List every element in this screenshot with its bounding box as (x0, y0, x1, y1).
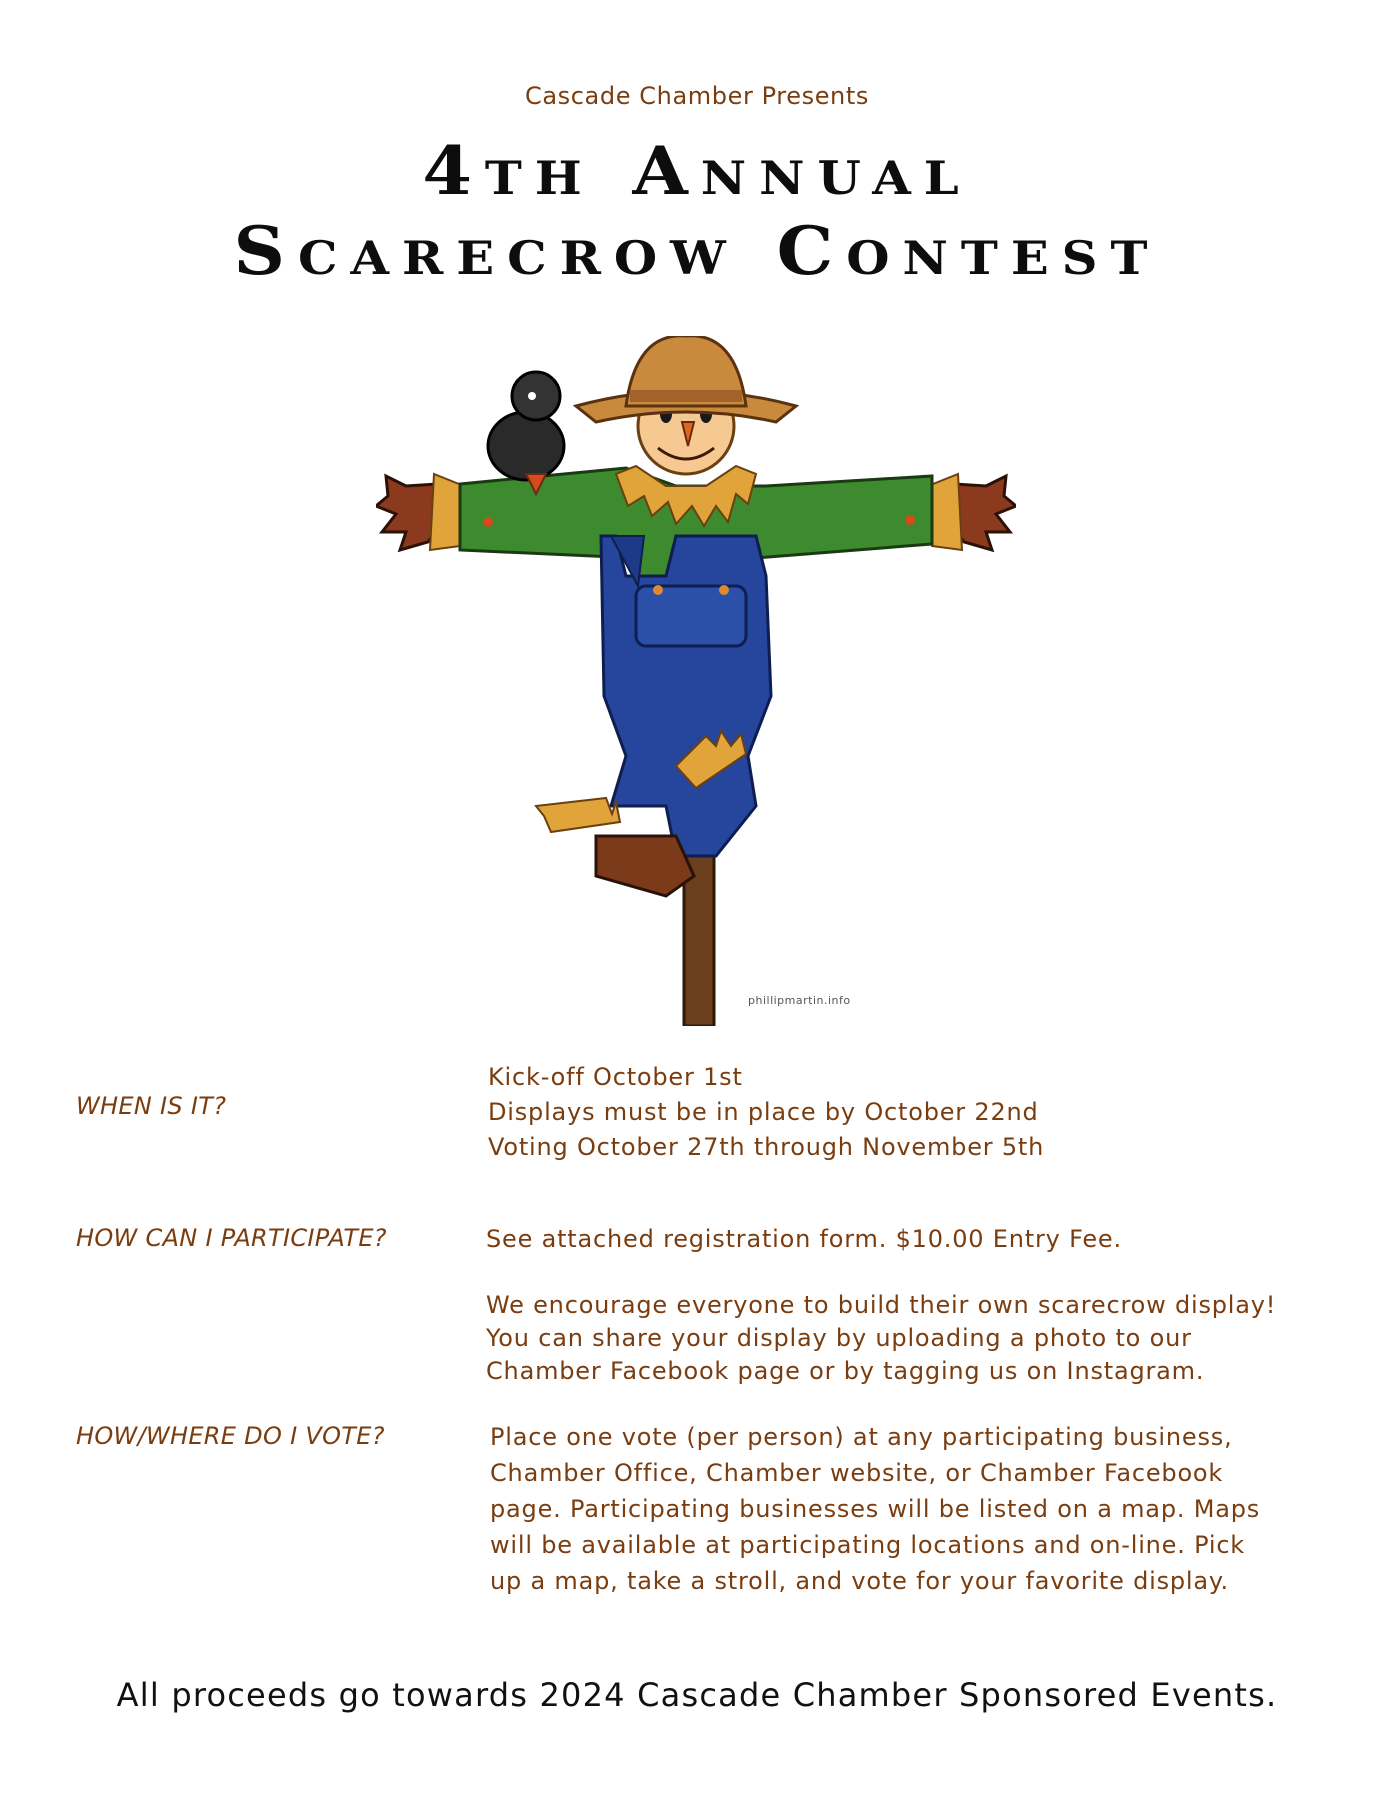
when-line-2: Displays must be in place by October 22nd (488, 1098, 1039, 1126)
title-line-2: Scarecrow Contest (233, 212, 1161, 290)
vote-line-1: Place one vote (per person) at any participating business, (490, 1423, 1233, 1451)
image-credit: phillipmartin.info (748, 994, 851, 1007)
vote-line-2: Chamber Office, Chamber website, or Chamber Facebook (490, 1459, 1224, 1487)
boot-icon (596, 836, 694, 896)
encourage-line-2: You can share your display by uploading a photo to our (486, 1324, 1192, 1352)
footer-note: All proceeds go towards 2024 Cascade Chamber Sponsored Events. (116, 1676, 1278, 1714)
straw-hat-icon (576, 336, 796, 422)
left-glove-icon (376, 474, 464, 550)
participate-label: HOW CAN I PARTICIPATE? (76, 1224, 387, 1252)
when-label: WHEN IS IT? (76, 1092, 227, 1120)
participate-line: See attached registration form. $10.00 Entry Fee. (486, 1225, 1122, 1253)
overalls (601, 536, 771, 856)
presenter-line: Cascade Chamber Presents (524, 82, 869, 110)
when-line-1: Kick-off October 1st (488, 1063, 743, 1091)
vote-line-4: will be available at participating locations and on-line. Pick (490, 1531, 1246, 1559)
scarecrow-illustration (376, 336, 1016, 1026)
encourage-line-1: We encourage everyone to build their own scarecrow display! (486, 1291, 1277, 1319)
vote-label: HOW/WHERE DO I VOTE? (76, 1422, 385, 1450)
vote-line-3: page. Participating businesses will be listed on a map. Maps (490, 1495, 1261, 1523)
vote-line-5: up a map, take a stroll, and vote for your favorite display. (490, 1567, 1229, 1595)
title-line-1: 4th Annual (422, 132, 972, 210)
when-line-3: Voting October 27th through November 5th (488, 1133, 1045, 1161)
right-glove-icon (928, 474, 1016, 550)
encourage-line-3: Chamber Facebook page or by tagging us on Instagram. (486, 1357, 1205, 1385)
